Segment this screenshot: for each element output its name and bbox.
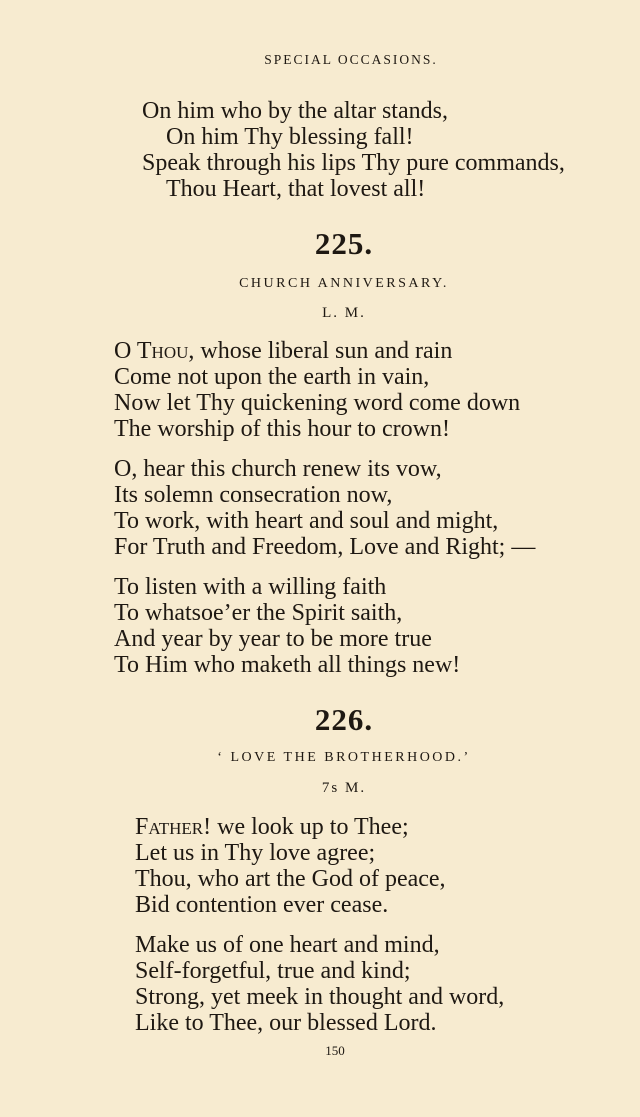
- verse-line: Come not upon the earth in vain,: [114, 364, 430, 390]
- verse-line: O, hear this church renew its vow,: [114, 456, 442, 482]
- running-head: SPECIAL OCCASIONS.: [264, 52, 438, 67]
- verse-line: The worship of this hour to crown!: [114, 416, 450, 442]
- first-line-rest: whose liberal sun and rain: [194, 338, 453, 364]
- hymn-meter: 7s M.: [321, 780, 367, 796]
- verse-line: For Truth and Freedom, Love and Right; —: [114, 534, 536, 560]
- verse-line: Bid contention ever cease.: [135, 892, 389, 918]
- verse-line: [114, 338, 452, 364]
- page-number: 150: [325, 1043, 345, 1058]
- verse-line: Let us in Thy love agree;: [135, 840, 376, 866]
- verse-line: Thou Heart, that lovest all!: [166, 176, 426, 202]
- verse-line: On him Thy blessing fall!: [166, 124, 414, 150]
- hymn-title: ‘ LOVE THE BROTHERHOOD.’: [217, 750, 471, 765]
- verse-line: Speak through his lips Thy pure commands,: [142, 150, 565, 176]
- verse-line: [135, 814, 409, 840]
- verse-line: And year by year to be more true: [114, 626, 432, 652]
- hymn-number: 225.: [314, 226, 374, 261]
- verse-line: Now let Thy quickening word come down: [114, 390, 521, 416]
- verse-line: Self-forgetful, true and kind;: [135, 958, 411, 984]
- verse-line: To work, with heart and soul and might,: [114, 508, 499, 534]
- verse-line: On him who by the altar stands,: [142, 98, 448, 124]
- hymn-title: CHURCH ANNIVERSARY.: [239, 276, 449, 291]
- first-word: Father!: [135, 814, 212, 840]
- hymn-meter: L. M.: [322, 305, 366, 321]
- first-line-rest: we look up to Thee;: [211, 814, 409, 840]
- verse-line: Its solemn consecration now,: [114, 482, 393, 508]
- verse-line: Make us of one heart and mind,: [135, 932, 440, 958]
- verse-line: To whatsoe’er the Spirit saith,: [114, 600, 403, 626]
- verse-line: Like to Thee, our blessed Lord.: [135, 1010, 437, 1036]
- hymn-number: 226.: [314, 702, 374, 737]
- first-word: O Thou,: [114, 338, 195, 364]
- verse-line: To listen with a willing faith: [114, 574, 387, 600]
- verse-line: To Him who maketh all things new!: [114, 652, 461, 678]
- verse-line: Strong, yet meek in thought and word,: [135, 984, 505, 1010]
- verse-line: Thou, who art the God of peace,: [135, 866, 446, 892]
